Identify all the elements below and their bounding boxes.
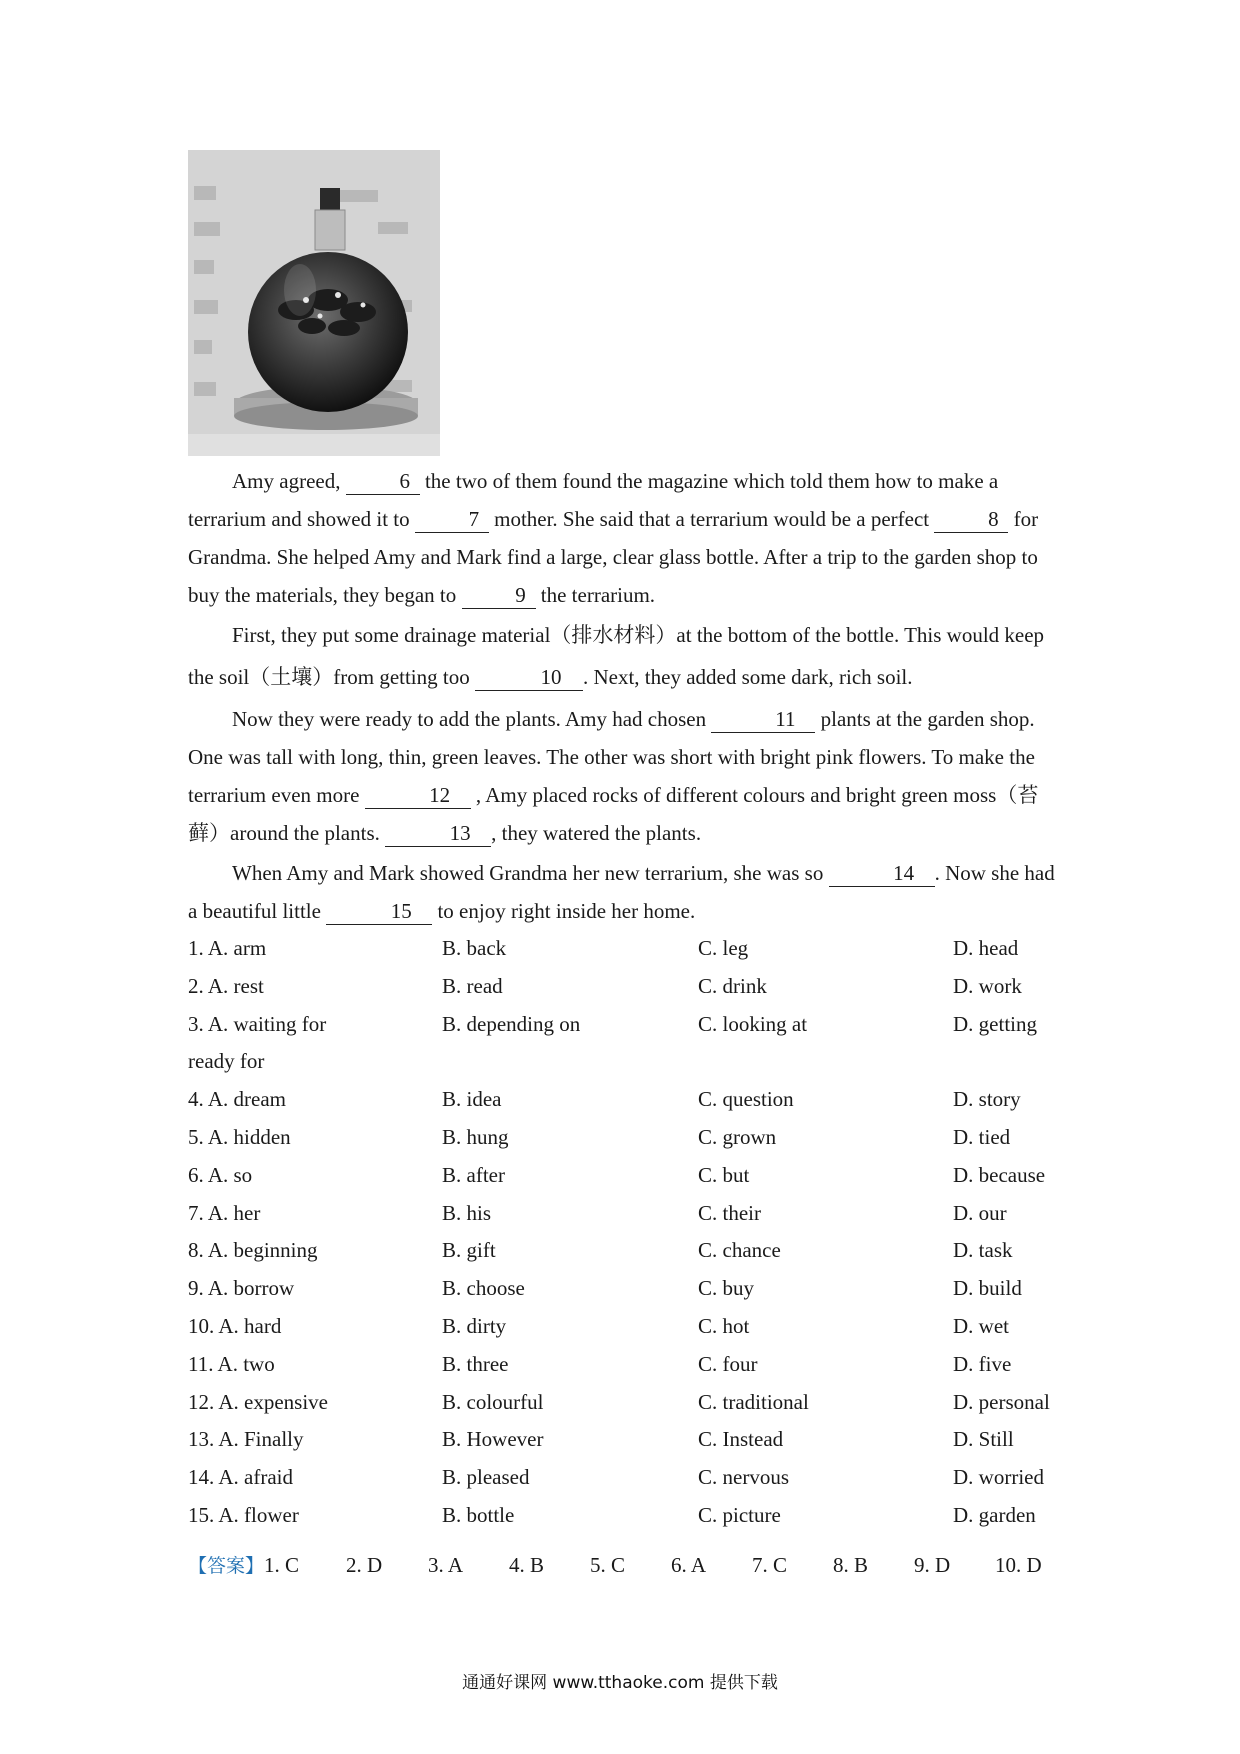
answer-item: 6. A [671, 1553, 707, 1577]
option-row-8: 8. A. beginning B. gift C. chance D. task [188, 1238, 1013, 1263]
answer-key [188, 1551, 1042, 1578]
blank-6: 6 [346, 468, 420, 495]
answer-item: 7. C [752, 1553, 788, 1577]
blank-15: 15 [326, 898, 432, 925]
blank-9: 9 [462, 582, 536, 609]
option-row-13: 13. A. Finally B. However C. Instead D. Still [188, 1427, 1014, 1452]
passage-paragraph-3: Now they were ready to add the plants. Amy had chosen 11 plants at the garden shop. One was tall with long, thin, green leaves. The other was short with bright pink flowers. To make the terrarium even more 12 , Amy placed rocks of different colours and bright green moss（苔藓）around the plants. 13 , they watered the plants. [188, 707, 1039, 845]
option-row-1: 1. A. arm B. back C. leg D. head [188, 936, 1019, 960]
passage-paragraph-1: Amy agreed, 6 the two of them found the magazine which told them how to make a terrarium and showed it to 7 mother. She said that a terrarium would be a perfect 8 for Grandma. She helped Amy and Mark find a large, clear glass bottle. After a trip to the garden shop to buy the materials, they began to 9 the terrarium. [188, 469, 1039, 607]
blank-8: 8 [934, 506, 1008, 533]
option-row-15: 15. A. flower B. bottle C. picture D. garden [188, 1502, 1036, 1527]
option-row-3: 3. A. waiting for B. depending on C. looking at D. getting [188, 1011, 1037, 1036]
options-list [188, 936, 1068, 1541]
blank-10: 10 [475, 664, 583, 691]
option-row-14: 14. A. afraid B. pleased C. nervous D. worried [188, 1465, 1044, 1490]
answer-item: 3. A [428, 1553, 464, 1577]
option-row-12: 12. A. expensive B. colourful C. traditional D. personal [188, 1389, 1050, 1414]
option-row-11: 11. A. two B. three C. four D. five [188, 1351, 1012, 1376]
answer-item: 4. B [509, 1553, 545, 1577]
blank-11: 11 [711, 706, 815, 733]
blank-14: 14 [829, 860, 935, 887]
answer-label: 【答案】 [188, 1555, 265, 1577]
blank-13: 13 [385, 820, 491, 847]
option-row-2: 2. A. rest B. read C. drink D. work [188, 973, 1022, 998]
passage-paragraph-2: First, they put some drainage material（排水材料）at the bottom of the bottle. This would keep the soil（土壤）from getting too 10 . Next, they added some dark, rich soil. [188, 623, 1045, 689]
passage-paragraph-4: When Amy and Mark showed Grandma her new terrarium, she was so 14 . Now she had a beautiful little 15 to enjoy right inside her home. [188, 861, 1055, 923]
answer-item: 8. B [833, 1553, 869, 1577]
page-footer: 通通好课网 www.tthaoke.com 提供下载 [462, 1673, 778, 1693]
blank-12: 12 [365, 782, 471, 809]
option-row-5: 5. A. hidden B. hung C. grown D. tied [188, 1124, 1011, 1149]
answer-item: 10. D [995, 1553, 1042, 1577]
option-row-9: 9. A. borrow B. choose C. buy D. build [188, 1276, 1022, 1301]
answer-item: 1. C [264, 1553, 300, 1577]
answer-item: 9. D [914, 1553, 951, 1577]
answer-item: 5. C [590, 1553, 626, 1577]
blank-7: 7 [415, 506, 489, 533]
option-row-7: 7. A. her B. his C. their D. our [188, 1200, 1007, 1225]
option-row-10: 10. A. hard B. dirty C. hot D. wet [188, 1313, 1009, 1338]
answer-item: 2. D [346, 1553, 383, 1577]
terrarium-photo [188, 150, 440, 456]
option-row-4: 4. A. dream B. idea C. question D. story [188, 1087, 1021, 1112]
option-row-3-continued: ready for [188, 1049, 265, 1074]
option-row-6: 6. A. so B. after C. but D. because [188, 1162, 1046, 1187]
